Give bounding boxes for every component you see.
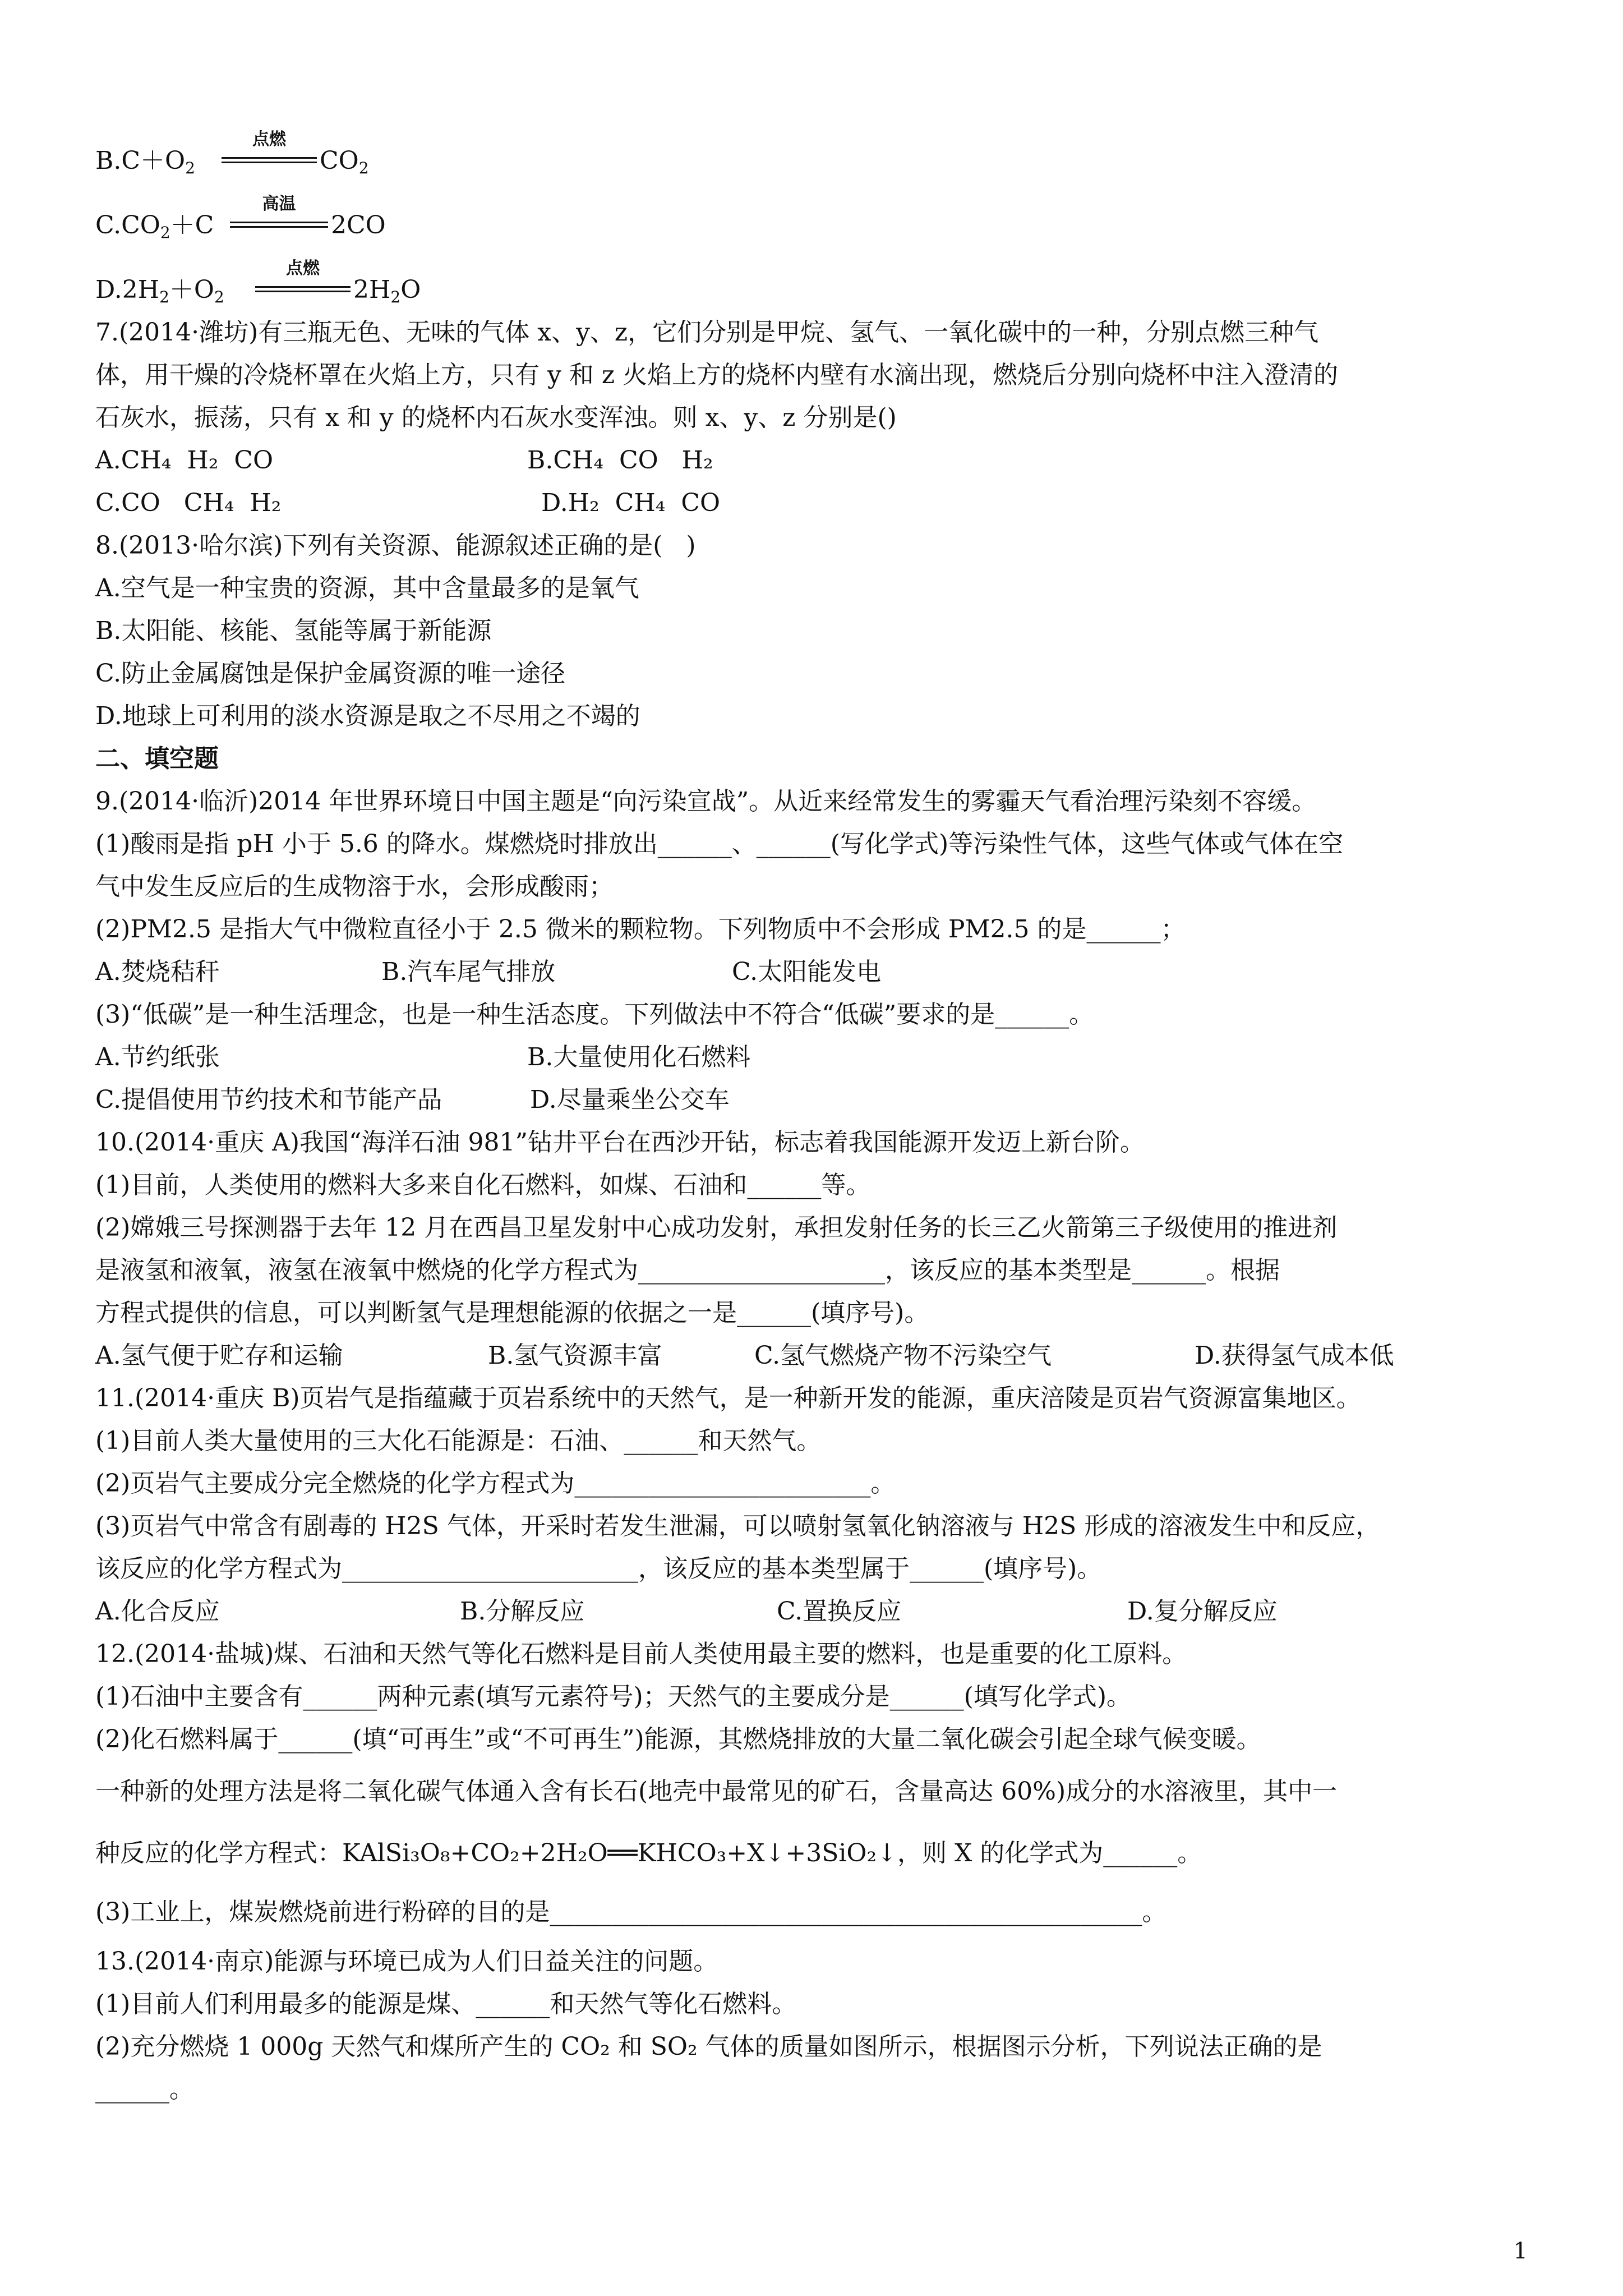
option-label: D. [95,275,122,304]
question-part: (2)嫦娥三号探测器于去年 12 月在西昌卫星发射中心成功发射，承担发射任务的长三乙火箭第三子级使用的推进剂 [95,1213,1338,1242]
question-part: (1)石油中主要含有______两种元素(填写元素符号)；天然气的主要成分是______(填写化学式)。 [95,1682,1131,1711]
question-stem: 8.(2013·哈尔滨)下列有关资源、能源叙述正确的是( ) [95,531,696,560]
equation-b [95,118,1531,182]
option-a: A.氢气便于贮存和运输 [95,1341,343,1370]
equation-c [95,182,1531,247]
question-stem: 7.(2014·潍坊)有三瓶无色、无味的气体 x、y、z，它们分别是甲烷、氢气、一氧化碳中的一种，分别点燃三种气 [95,318,1319,347]
option-b: B.氢气资源丰富 [488,1341,662,1370]
option-d: D.H₂ CH₄ CO [541,489,721,517]
option-d: D.地球上可利用的淡水资源是取之不尽用之不竭的 [95,702,640,730]
question-12 [95,1633,1531,1940]
question-part: (2)充分燃烧 1 000g 天然气和煤所产生的 CO₂ 和 SO₂ 气体的质量如图所示，根据图示分析，下列说法正确的是 [95,2032,1322,2061]
question-stem: 11.(2014·重庆 B)页岩气是指蕴藏于页岩系统中的天然气，是一种新开发的能源，重庆涪陵是页岩气资源富集地区。 [95,1384,1361,1412]
question-10 [95,1121,1531,1377]
option-row [95,1335,1531,1377]
question-stem: 13.(2014·南京)能源与环境已成为人们日益关注的问题。 [95,1947,718,1976]
subscript: 2 [160,223,170,242]
equation-reactants: CO [121,211,160,240]
option-row [95,1036,1531,1079]
question-13 [95,1940,1531,2111]
option-a: A.化合反应 [95,1597,220,1626]
question-part: (2)化石燃料属于______(填“可再生”或“不可再生”)能源，其燃烧排放的大量二氧化碳会引起全球气候变暖。 [95,1725,1261,1754]
question-part: (1)目前人们利用最多的能源是煤、______和天然气等化石燃料。 [95,1990,797,2018]
option-row [95,439,1531,482]
reaction-condition-arrow [255,259,351,304]
question-part: (1)目前人类大量使用的三大化石能源是：石油、______和天然气。 [95,1427,822,1455]
page-number: 1 [1513,2238,1528,2264]
question-text: 石灰水，振荡，只有 x 和 y 的烧杯内石灰水变浑浊。则 x、y、z 分别是() [95,403,897,432]
question-part: (3)页岩气中常含有剧毒的 H2S 气体，开采时若发生泄漏，可以喷射氢氧化钠溶液与 H2S 形成的溶液发生中和反应， [95,1512,1381,1540]
subscript: 2 [390,288,401,306]
equation-products: CO [320,146,359,175]
subscript: 2 [185,159,195,177]
reaction-condition-arrow [222,130,317,175]
option-a: A.CH₄ H₂ CO [95,446,274,475]
question-part: (3)“低碳”是一种生活理念，也是一种生活态度。下列做法中不符合“低碳”要求的是______。 [95,1000,1094,1029]
question-8 [95,524,1531,738]
option-b: B.大量使用化石燃料 [527,1043,751,1071]
option-b: B.太阳能、核能、氢能等属于新能源 [95,616,492,645]
question-part: (1)酸雨是指 pH 小于 5.6 的降水。煤燃烧时排放出______、______(写化学式)等污染性气体，这些气体或气体在空 [95,830,1344,858]
option-label: C. [95,211,122,240]
option-c: C.提倡使用节约技术和节能产品 [95,1085,442,1114]
question-text: 是液氢和液氧，液氢在液氧中燃烧的化学方程式为____________________，该反应的基本类型是______。根据 [95,1256,1280,1285]
question-text: ______。 [95,2075,194,2104]
subscript: 2 [358,159,369,177]
reaction-condition: 高温 [262,194,296,214]
option-c: C.太阳能发电 [732,958,882,986]
reaction-condition: 点燃 [252,130,286,149]
question-text: 一种新的处理方法是将二氧化碳气体通入含有长石(地壳中最常见的矿石，含量高达 60%)成分的水溶液里，其中一 [95,1777,1338,1806]
option-c: C.置换反应 [777,1597,902,1626]
equation-products: 2H [353,275,391,304]
question-stem: 9.(2014·临沂)2014 年世界环境日中国主题是“向污染宣战”。从近来经常发生的雾霾天气看治理污染刻不容缓。 [95,787,1317,816]
question-part: (2)页岩气主要成分完全燃烧的化学方程式为________________________。 [95,1469,896,1498]
option-d: D.获得氢气成本低 [1195,1341,1394,1370]
option-row [95,951,1531,993]
equation-reactants: 2H [122,275,160,304]
option-b: B.CH₄ CO H₂ [527,446,713,475]
option-b: B.分解反应 [460,1597,585,1626]
question-text: 方程式提供的信息，可以判断氢气是理想能源的依据之一是______(填序号)。 [95,1299,929,1327]
option-row [95,482,1531,524]
question-part: (1)目前，人类使用的燃料大多来自化石燃料，如煤、石油和______等。 [95,1171,871,1199]
worksheet-page [95,118,1531,2111]
question-11 [95,1377,1531,1633]
option-row [95,1079,1531,1121]
equation-d [95,247,1531,311]
chemical-equation-text: 种反应的化学方程式：KAlSi₃O₈+CO₂+2H₂O══KHCO₃+X↓+3SiO₂↓，则 X 的化学式为______。 [95,1839,1202,1867]
equation-products: 2CO [331,211,386,240]
equation-reactants: ＋O [169,275,214,304]
question-text: 体，用干燥的冷烧杯罩在火焰上方，只有 y 和 z 火焰上方的烧杯内壁有水滴出现，燃烧后分别向烧杯中注入澄清的 [95,361,1338,389]
option-a: A.空气是一种宝贵的资源，其中含量最多的是氧气 [95,574,639,602]
question-9 [95,780,1531,1121]
option-a: A.焚烧秸秆 [95,958,220,986]
option-d: D.尽量乘坐公交车 [530,1085,730,1114]
option-c: C.防止金属腐蚀是保护金属资源的唯一途径 [95,659,566,688]
question-part: 气中发生反应后的生成物溶于水，会形成酸雨； [95,872,614,901]
subscript: 2 [159,288,169,306]
equation-reactants: ＋C [170,211,214,240]
section-heading: 二、填空题 [95,744,219,773]
equation-reactants: C＋O [121,146,186,175]
reaction-condition: 点燃 [286,259,320,278]
question-7 [95,311,1531,524]
option-b: B.汽车尾气排放 [381,958,556,986]
option-label: B. [95,146,122,175]
subscript: 2 [214,288,224,306]
question-text: 该反应的化学方程式为________________________，该反应的基本类型属于______(填序号)。 [95,1554,1102,1583]
option-c: C.氢气燃烧产物不污染空气 [754,1341,1052,1370]
equation-products: O [400,275,421,304]
question-part: (3)工业上，煤炭燃烧前进行粉碎的目的是________________________________________________。 [95,1898,1167,1926]
option-row [95,1590,1531,1633]
question-stem: 10.(2014·重庆 A)我国“海洋石油 981”钻井平台在西沙开钻，标志着我国能源开发迈上新台阶。 [95,1128,1145,1157]
reaction-condition-arrow [230,194,328,240]
option-a: A.节约纸张 [95,1043,220,1071]
question-stem: 12.(2014·盐城)煤、石油和天然气等化石燃料是目前人类使用最主要的燃料，也是重要的化工原料。 [95,1640,1187,1668]
question-part: (2)PM2.5 是指大气中微粒直径小于 2.5 微米的颗粒物。下列物质中不会形成 PM2.5 的是______； [95,915,1186,944]
option-c: C.CO CH₄ H₂ [95,489,282,517]
option-d: D.复分解反应 [1127,1597,1278,1626]
